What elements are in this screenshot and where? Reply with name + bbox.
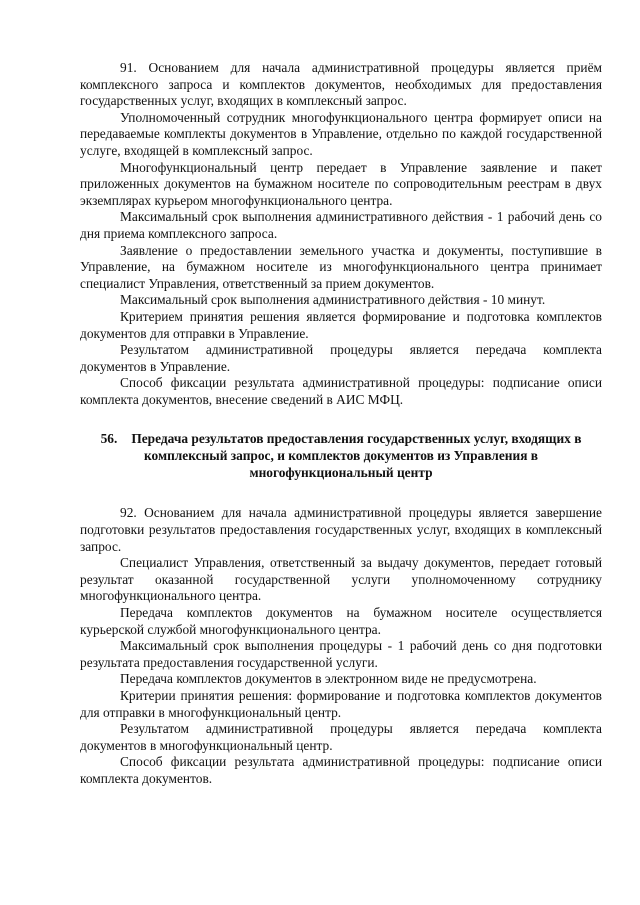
document-body [80,60,602,788]
paragraph-91-basis: 91. Основанием для начала административной процедуры является приём комплексного запроса и комплектов документов, необходимых для предоставления государственных услуг, входящих в комплексный запрос. [80,60,602,109]
paragraph-fixation-method-2: Способ фиксации результата административной процедуры: подписание описи комплекта документов. [80,754,602,786]
paragraph-max-term-procedure: Максимальный срок выполнения процедуры - 1 рабочий день со дня подготовки результата предоставления государственной услуги. [80,638,602,670]
paragraph-no-electronic-transfer: Передача комплектов документов в электронном виде не предусмотрена. [120,671,537,687]
paragraph-max-term-10-min: Максимальный срок выполнения административного действия - 10 минут. [120,292,546,308]
paragraph-inventory-formation: Уполномоченный сотрудник многофункционального центра формирует описи на передаваемые комплекты документов в Управление, отдельно по каждой государственной услуге, входящей в комплексный запрос. [80,109,602,158]
section-heading-56 [80,430,602,481]
section-number: 56. [100,431,118,447]
paragraph-result-handover: Специалист Управления, ответственный за выдачу документов, передает готовый результат оказанной государственной услуги уполномоченному сотруднику многофункционального центра. [80,555,602,604]
paragraph-transfer-to-department: Многофункциональный центр передает в Управление заявление и пакет приложенных документов на бумажном носителе по сопроводительным реестрам в двух экземплярах курьером многофункционального центра. [80,159,602,208]
paragraph-92-basis: 92. Основанием для начала административной процедуры является завершение подготовки результатов предоставления государственных услуг, входящих в комплексный запрос. [80,505,602,554]
paragraph-procedure-result-2: Результатом административной процедуры является передача комплекта документов в многофункциональный центр. [80,721,602,753]
paragraph-fixation-method: Способ фиксации результата административной процедуры: подписание описи комплекта документов, внесение сведений в АИС МФЦ. [80,375,602,407]
paragraph-procedure-result: Результатом административной процедуры является передача комплекта документов в Управление. [80,342,602,374]
paragraph-courier-delivery: Передача комплектов документов на бумажном носителе осуществляется курьерской службой многофункционального центра. [80,605,602,637]
section-title: Передача результатов предоставления государственных услуг, входящих в комплексный запрос, и комплектов документов из Управления в многофункциональный центр [131,431,582,481]
paragraph-decision-criterion: Критерием принятия решения является формирование и подготовка комплектов документов для отправки в Управление. [80,308,602,341]
paragraph-max-term-1-day: Максимальный срок выполнения административного действия - 1 рабочий день со дня приема комплексного запроса. [80,209,602,241]
paragraph-decision-criteria: Критерии принятия решения: формирование и подготовка комплектов документов для отправки в многофункциональный центр. [80,688,602,720]
paragraph-land-application: Заявление о предоставлении земельного участка и документы, поступившие в Управление, на бумажном носителе из многофункционального центра принимает специалист Управления, ответственный за прием документов. [80,242,602,291]
